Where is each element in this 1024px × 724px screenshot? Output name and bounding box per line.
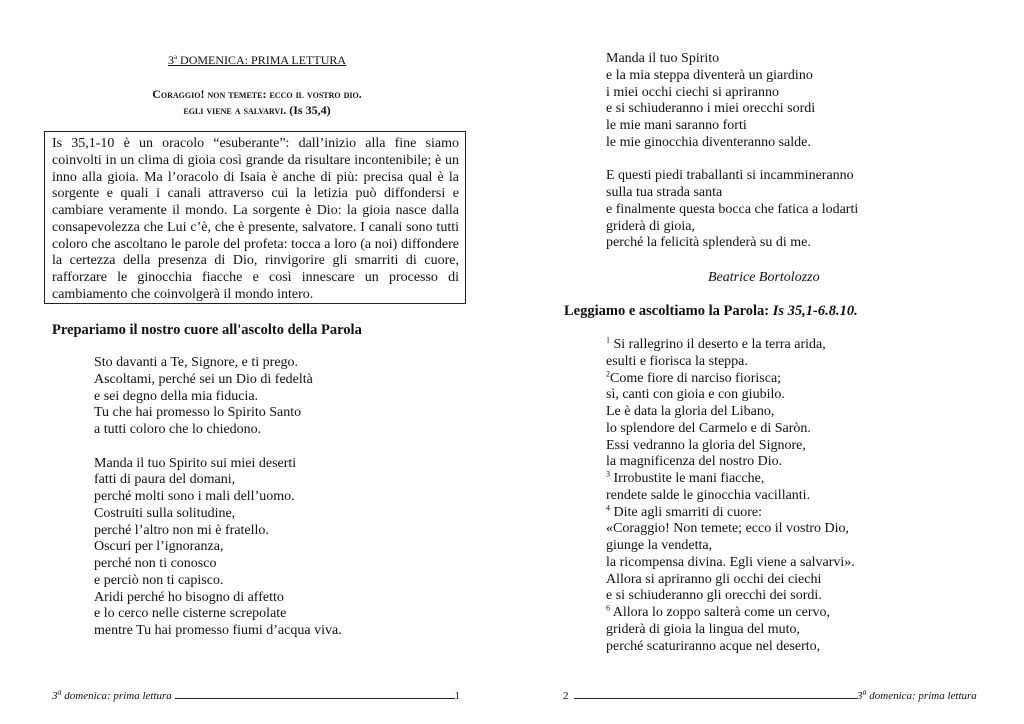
title-line-2: egli viene a salvarvi. bbox=[183, 103, 287, 117]
verse-text: Dite agli smarriti di cuore: bbox=[610, 504, 763, 520]
intro-box: Is 35,1-10 è un oracolo “esuberante”: dall’inizio alla fine siamo coinvolti in un clima di gioia così grande da risultare incontenibile; è un inno alla gioia. Ma l’oracolo di Isaia è anche di più: precisa qual è la sorgente e quali i canali attraverso cui la letizia può diffondersi e cambiare veramente il mondo. La sorgente è Dio: la gioia nasce dalla consapevolezza che Lui c’è, che è presente, salvatore. I canali sono tutti coloro che ascoltano le parole del profeta: tocca a loro (a noi) diffondere la certezza della presenza di Dio, rinvigorire gli smarriti di cuore, rafforzare le ginocchia fiacche e così innescare un processo di cambiamento che coinvolgerà il mondo intero. bbox=[44, 131, 466, 304]
footer-ordinal: a bbox=[57, 687, 62, 697]
poem-line: perché non ti conosco bbox=[94, 556, 217, 571]
stanza-3 bbox=[606, 51, 858, 152]
reading-title-text: Leggiamo e ascoltiamo la Parola: bbox=[564, 303, 773, 319]
stanza-4 bbox=[606, 168, 858, 252]
header-ordinal: a bbox=[173, 53, 178, 61]
verse-text: Si rallegrino il deserto e la terra arida, bbox=[610, 337, 826, 352]
poem-line: sulla tua strada santa bbox=[606, 185, 723, 200]
footer-ordinal: a bbox=[862, 687, 867, 697]
verse-line bbox=[606, 605, 855, 622]
verse-number: 6 bbox=[606, 603, 610, 613]
verse-number: 3 bbox=[606, 469, 610, 479]
poem-line: e si schiuderanno i miei orecchi sordi bbox=[606, 101, 816, 117]
verse-text: Allora lo zoppo salterà come un cervo, bbox=[610, 605, 831, 620]
footer-number: 3 bbox=[52, 690, 58, 702]
poem-line: e la mia steppa diventerà un giardino bbox=[606, 67, 813, 83]
verse-text: giunge la vendetta, bbox=[606, 538, 713, 553]
verse-text: la magnificenza del nostro Dio. bbox=[606, 454, 783, 470]
poem-line: Sto davanti a Te, Signore, e ti prego. bbox=[94, 355, 299, 370]
poem-line: Costruiti sulla solitudine, bbox=[94, 505, 236, 521]
poem-line: Tu che hai promesso lo Spirito Santo bbox=[94, 405, 302, 421]
footer-rule bbox=[175, 689, 455, 699]
verse-number: 2 bbox=[606, 368, 610, 378]
poem-line: e sei degno della mia fiducia. bbox=[94, 388, 259, 404]
verse-line bbox=[606, 471, 855, 488]
verse-line bbox=[606, 639, 855, 656]
footer-left bbox=[52, 689, 460, 702]
verse-line bbox=[606, 387, 855, 404]
verse-text: Le è data la gloria del Libano, bbox=[606, 404, 775, 419]
verse-line bbox=[606, 438, 855, 455]
poem-line: Oscuri per l’ignoranza, bbox=[94, 539, 224, 555]
poem-line: Manda il tuo Spirito bbox=[606, 51, 720, 66]
verse-line bbox=[606, 538, 855, 555]
page-header bbox=[40, 53, 474, 68]
prayer-poem-left bbox=[94, 355, 342, 640]
title-line-1: Coraggio! non temete: ecco il vostro dio. bbox=[152, 87, 362, 101]
poem-line: Manda il tuo Spirito sui miei deserti bbox=[94, 455, 297, 471]
verse-text: e si schiuderanno gli orecchi dei sordi. bbox=[606, 588, 822, 604]
poem-line: a tutti coloro che lo chiedono. bbox=[94, 422, 262, 437]
section-title: Prepariamo il nostro cuore all'ascolto della Parola bbox=[52, 322, 362, 338]
footer-rule bbox=[574, 689, 857, 699]
verse-text: perché scaturiranno acque nel deserto, bbox=[606, 638, 821, 654]
verse-text: Irrobustite le mani fiacche, bbox=[610, 471, 765, 486]
poem-line: Aridi perché ho bisogno di affetto bbox=[94, 589, 284, 605]
poem-line: Ascoltami, perché sei un Dio di fedeltà bbox=[94, 371, 313, 387]
header-number: 3 bbox=[167, 53, 174, 67]
footer-text: domenica: prima lettura bbox=[61, 690, 175, 702]
verse-text: Essi vedranno la gloria del Signore, bbox=[606, 437, 806, 453]
prayer-poem-right bbox=[606, 51, 858, 252]
poem-line: perché la felicità splenderà su di me. bbox=[606, 235, 811, 251]
poem-line: e perciò non ti capisco. bbox=[94, 572, 224, 588]
verse-text: sì, canti con gioia e con giubilo. bbox=[606, 387, 785, 403]
verse-line bbox=[606, 521, 855, 538]
verse-line bbox=[606, 555, 855, 572]
verse-line bbox=[606, 622, 855, 639]
scripture-reading bbox=[606, 337, 855, 655]
reading-section-title bbox=[564, 303, 858, 320]
verse-line bbox=[606, 502, 855, 522]
poem-line: e lo cerco nelle cisterne screpolate bbox=[94, 606, 287, 622]
verse-text: esulti e fiorisca la steppa. bbox=[606, 353, 748, 369]
title-reference: (Is 35,4) bbox=[286, 103, 331, 117]
poem-line: perché l’altro non mi è fratello. bbox=[94, 522, 269, 538]
reading-reference: Is 35,1-6.8.10. bbox=[772, 303, 858, 319]
stanza-1 bbox=[94, 355, 342, 439]
header-text: DOMENICA: PRIMA LETTURA bbox=[177, 53, 347, 67]
poem-line: i miei occhi ciechi si apriranno bbox=[606, 84, 779, 100]
verse-number: 1 bbox=[606, 335, 610, 345]
footer-text: domenica: prima lettura bbox=[866, 690, 977, 702]
verse-line bbox=[606, 454, 855, 471]
poem-line: e finalmente questa bocca che fatica a lodarti bbox=[606, 201, 859, 217]
verse-line bbox=[606, 337, 855, 354]
page-number: 2 bbox=[563, 690, 569, 702]
poem-line: E questi piedi traballanti si incammineranno bbox=[606, 168, 854, 184]
footer-number: 3 bbox=[857, 690, 863, 702]
verse-line bbox=[606, 421, 855, 438]
verse-text: «Coraggio! Non temete; ecco il vostro Dio, bbox=[606, 521, 849, 537]
verse-line bbox=[606, 588, 855, 605]
poem-author: Beatrice Bortolozzo bbox=[708, 270, 820, 285]
verse-number: 4 bbox=[606, 502, 610, 512]
verse-text: Allora si apriranno gli occhi dei ciechi bbox=[606, 571, 822, 587]
verse-line bbox=[606, 368, 855, 388]
poem-line: le mie mani saranno forti bbox=[606, 118, 747, 133]
verse-line bbox=[606, 488, 855, 505]
verse-text: rendete salde le ginocchia vacillanti. bbox=[606, 487, 811, 503]
verse-text: Come fiore di narciso fiorisca; bbox=[610, 370, 782, 386]
poem-line: griderà di gioia, bbox=[606, 218, 696, 234]
poem-line: fatti di paura del domani, bbox=[94, 472, 236, 488]
poem-line: le mie ginocchia diventeranno salde. bbox=[606, 134, 811, 150]
verse-text: lo splendore del Carmelo e di Saròn. bbox=[606, 420, 811, 436]
verse-text: griderà di gioia la lingua del muto, bbox=[606, 621, 801, 637]
poem-line: perché molti sono i mali dell’uomo. bbox=[94, 489, 295, 504]
verse-line bbox=[606, 404, 855, 421]
page-number: 1 bbox=[454, 690, 461, 702]
footer-right bbox=[563, 689, 977, 702]
verse-line bbox=[606, 572, 855, 589]
verse-text: la ricompensa divina. Egli viene a salvarvi». bbox=[606, 554, 855, 570]
stanza-2 bbox=[94, 456, 342, 640]
verse-line bbox=[606, 354, 855, 371]
reading-title bbox=[40, 86, 474, 118]
poem-line: mentre Tu hai promesso fiumi d’acqua viva. bbox=[94, 623, 342, 638]
